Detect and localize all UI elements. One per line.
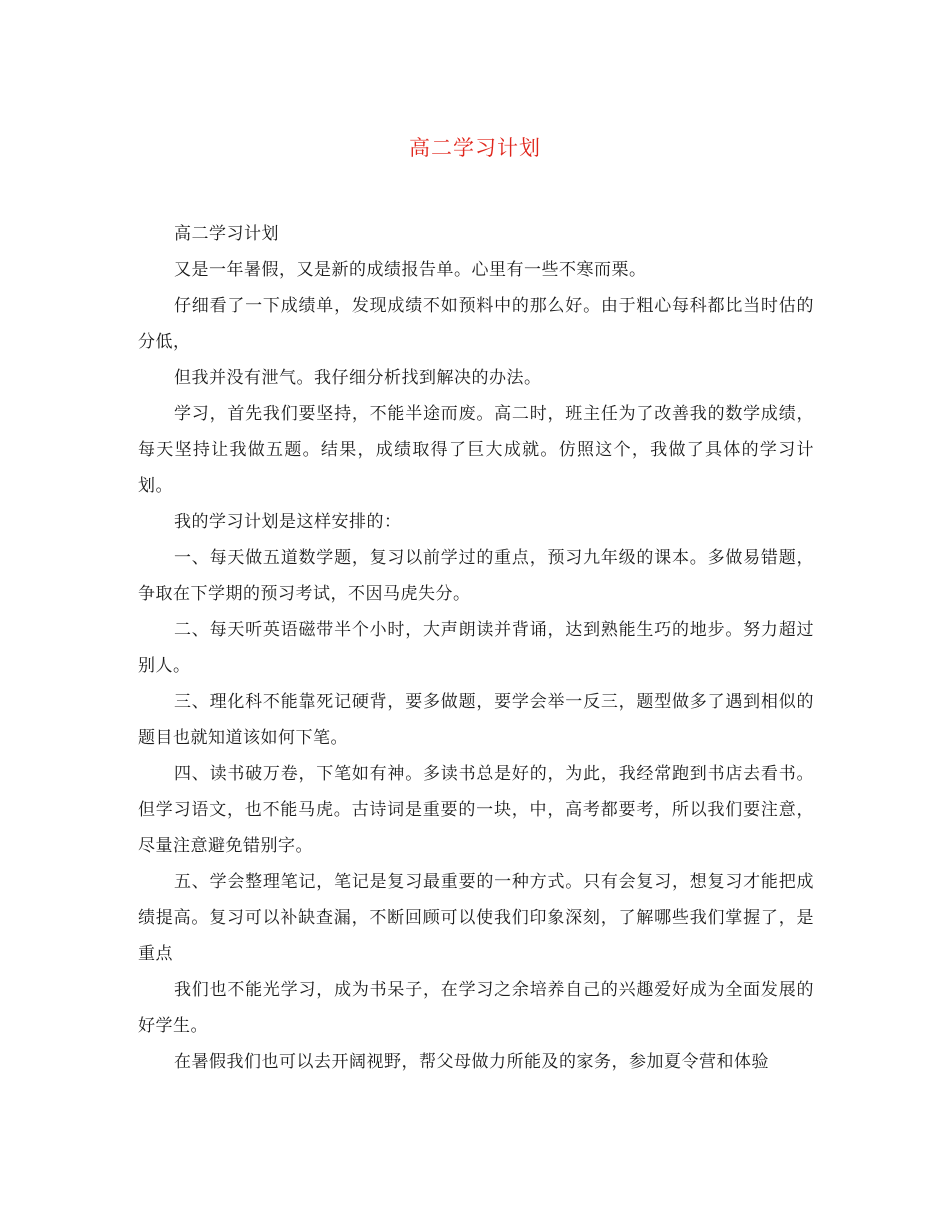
paragraph: 在暑假我们也可以去开阔视野，帮父母做力所能及的家务，参加夏令营和体验 — [174, 1052, 769, 1072]
paragraph: 四、读书破万卷，下笔如有神。多读书总是好的，为此，我经常跑到书店去看书。但学习语文，也不能马虎。古诗词是重要的一块，中，高考都要考，所以我们要注意，尽量注意避免错别字。 — [138, 764, 814, 856]
paragraph: 我的学习计划是这样安排的： — [174, 512, 402, 532]
paragraph: 五、学会整理笔记，笔记是复习最重要的一种方式。只有会复习，想复习才能把成绩提高。复习可以补缺查漏，不断回顾可以使我们印象深刻，了解哪些我们掌握了，是重点 — [138, 872, 814, 964]
paragraph: 学习，首先我们要坚持，不能半途而废。高二时，班主任为了改善我的数学成绩，每天坚持让我做五题。结果，成绩取得了巨大成就。仿照这个，我做了具体的学习计划。 — [138, 404, 814, 496]
document-title: 高二学习计划 — [409, 136, 541, 160]
paragraph: 但我并没有泄气。我仔细分析找到解决的办法。 — [174, 368, 542, 388]
paragraph: 又是一年暑假，又是新的成绩报告单。心里有一些不寒而栗。 — [174, 260, 647, 280]
paragraph: 一、每天做五道数学题，复习以前学过的重点，预习九年级的课本。多做易错题，争取在下学期的预习考试，不因马虎失分。 — [138, 548, 814, 604]
paragraph: 三、理化科不能靠死记硬背，要多做题，要学会举一反三，题型做多了遇到相似的题目也就知道该如何下笔。 — [138, 692, 814, 748]
paragraph: 高二学习计划 — [174, 224, 279, 244]
document-body — [138, 216, 814, 1080]
paragraph: 我们也不能光学习，成为书呆子，在学习之余培养自己的兴趣爱好成为全面发展的好学生。 — [138, 980, 814, 1036]
paragraph: 二、每天听英语磁带半个小时，大声朗读并背诵，达到熟能生巧的地步。努力超过别人。 — [138, 620, 814, 676]
paragraph: 仔细看了一下成绩单，发现成绩不如预料中的那么好。由于粗心每科都比当时估的分低， — [138, 296, 814, 352]
